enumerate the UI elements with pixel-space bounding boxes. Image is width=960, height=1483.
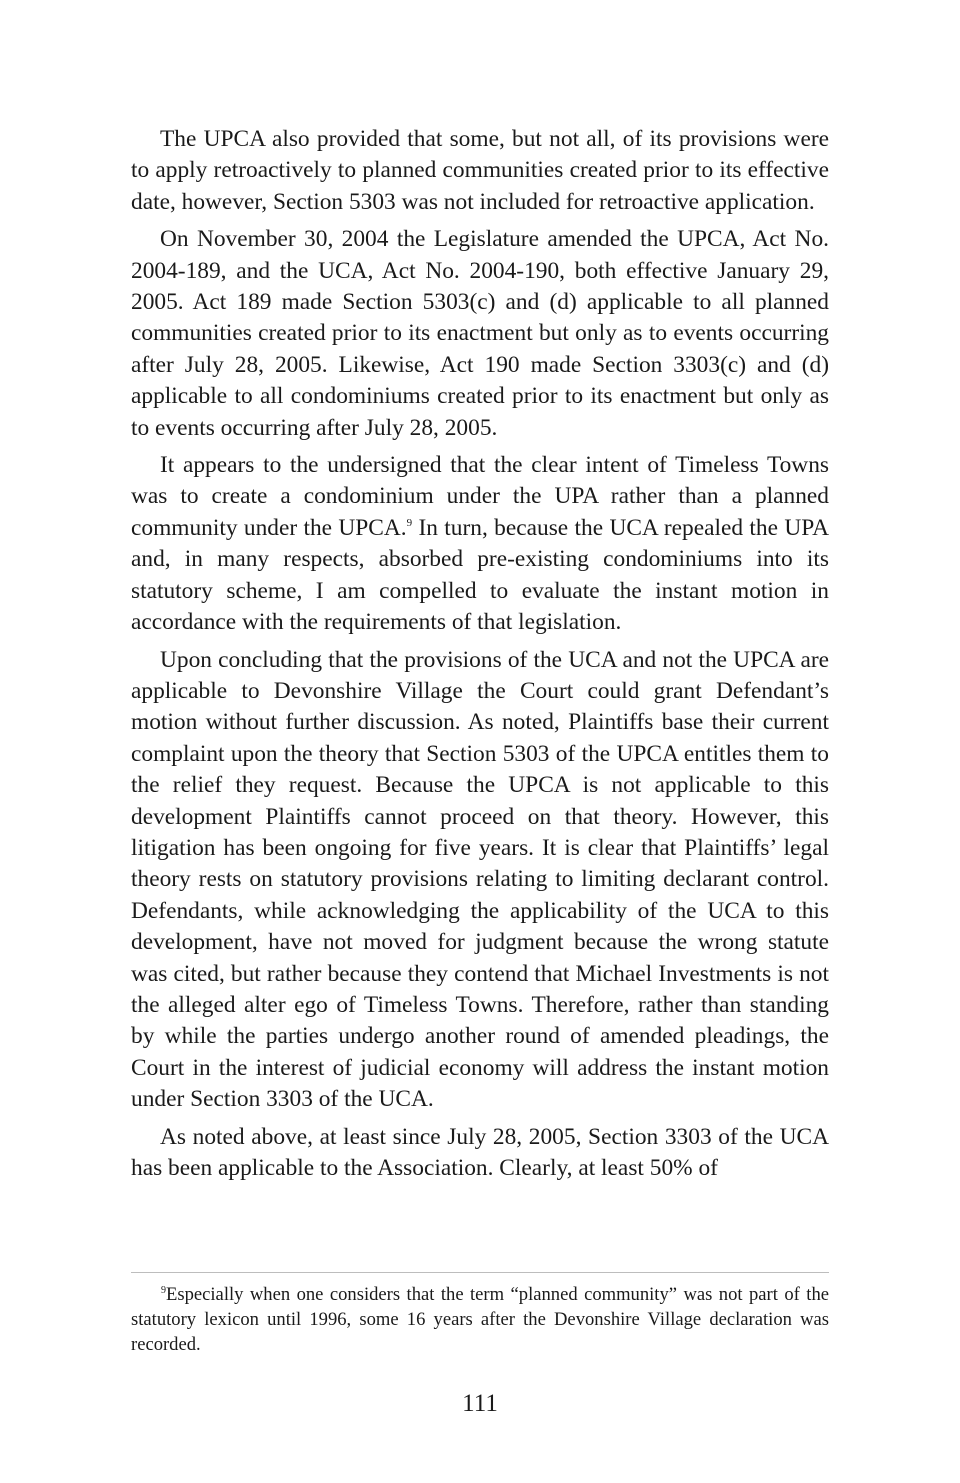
paragraph-section-3303: As noted above, at least since July 28, 2005, Section 3303 of the UCA has been applicable to the Association. Clearly, at least 50% of	[131, 1123, 829, 1181]
paragraph-upca-retroactive: The UPCA also provided that some, but not all, of its provisions were to apply retroactively to planned communities created prior to its effective date, however, Section 5303 was not included for retroactive application.	[131, 126, 829, 215]
footnote-marker: 9	[161, 1285, 166, 1296]
paragraph-legislature-amendment: On November 30, 2004 the Legislature amended the UPCA, Act No. 2004-189, and the UCA, Act No. 2004-190, both effective January 29, 2005. Act 189 made Section 5303(c) and (d) applicable to all planned communities created prior to its enactment but only as to events occurring after July 28, 2005. Likewise, Act 190 made Section 3303(c) and (d) applicable to all condominiums created prior to its enactment but only as to events occurring after July 28, 2005.	[131, 226, 829, 441]
paragraph-text-before-footnote-ref: It appears to the undersigned that the clear intent of Timeless Towns was to create a condominium under the UPA rather than a planned community under the UPCA.	[131, 452, 829, 541]
paragraph-text-after-footnote-ref: In turn, because the UCA repealed the UPA and, in many respects, absorbed pre-existing condominiums into its statutory scheme, I am compelled to evaluate the instant motion in accordance with the requirements of that legislation.	[131, 514, 829, 636]
paragraph-timeless-towns-intent	[131, 450, 829, 638]
footnote-reference-marker: 9	[406, 516, 413, 529]
paragraph-uca-applicability: Upon concluding that the provisions of the UCA and not the UPCA are applicable to Devonshire Village the Court could grant Defendant’s motion without further discussion. As noted, Plaintiffs base their current complaint upon the theory that Section 5303 of the UPCA entitles them to the relief they request. Because the UPCA is not applicable to this development Plaintiffs cannot proceed on that theory. However, this litigation has been ongoing for five years. It is clear that Plaintiffs’ legal theory rests on statutory provisions relating to limiting declarant control. Defendants, while acknowledging the applicability of the UCA to this development, have not moved for judgment because the wrong statute was cited, but rather because they contend that Michael Investments is not the alleged alter ego of Timeless Towns. Therefore, rather than standing by while the parties undergo another round of amended pleadings, the Court in the interest of judicial economy will address the instant motion under Section 3303 of the UCA.	[131, 646, 829, 1113]
footnote-text: Especially when one considers that the term “planned community” was not part of the statutory lexicon until 1996, some 16 years after the Devonshire Village declaration was recorded.	[131, 1284, 829, 1355]
footnote-divider	[131, 1272, 829, 1273]
footnote	[131, 1282, 829, 1357]
page-body	[131, 124, 829, 1190]
page-number: 111	[462, 1390, 498, 1417]
